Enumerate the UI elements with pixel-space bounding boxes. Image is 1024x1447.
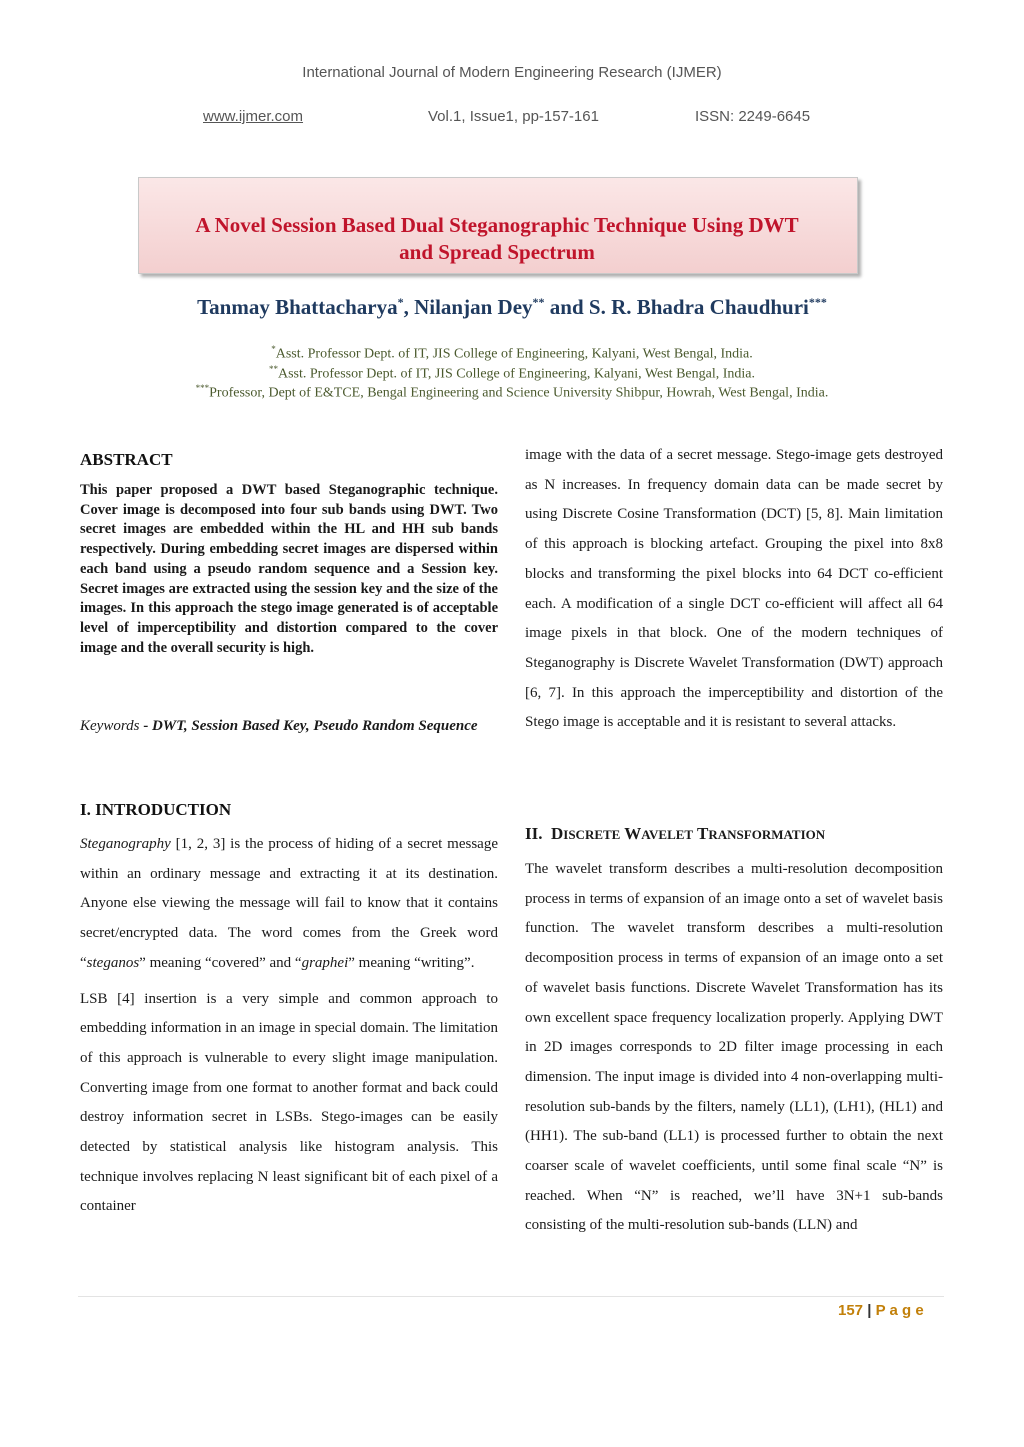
keywords-label: Keywords (80, 718, 140, 734)
author-separator: , (403, 295, 415, 319)
author-name: Nilanjan Dey (414, 295, 533, 319)
heading-rest: AVELET (641, 827, 694, 842)
abstract-text: This paper proposed a DWT based Steganographic technique. Cover image is decomposed into four sub bands using DWT. Two secret images are embedded within the HL and HH sub bands respectively. During embedding secret images are dispersed within each band using a pseudo random sequence and a Session key. Secret images are extracted using the session key and the size of the images. In this approach the stego image generated is of acceptable level of imperceptibility and distortion compared to the cover image and the overall security is high. (80, 482, 498, 656)
heading-cap: T (697, 824, 709, 843)
heading-cap: D (550, 824, 564, 843)
abstract-heading: ABSTRACT (80, 450, 173, 469)
author-mark: *** (808, 295, 827, 309)
intro-heading: I. INTRODUCTION (80, 800, 232, 819)
journal-name: International Journal of Modern Engineering Research (IJMER) (302, 64, 722, 81)
section-number: II. (525, 824, 543, 843)
heading-rest: RANSFORMATION (708, 827, 826, 842)
greek-word: graphei (301, 954, 349, 971)
text-run: [1, 2, 3] is the process of hiding of a secret message within an ordinary message and extracting it at its destination. Anyone else viewing the message will fail to know that it contains secret/encrypted data. The word comes from the Greek word “ (80, 836, 498, 971)
affiliation (0, 383, 1024, 402)
author-list (0, 295, 1024, 320)
affiliation-text: Asst. Professor Dept. of IT, JIS College of Engineering, Kalyani, West Bengal, India. (278, 366, 755, 382)
affiliation-mark: ** (269, 364, 278, 374)
keywords (80, 711, 498, 742)
text-run: ” meaning “covered” and “ (139, 954, 302, 971)
section2-body: The wavelet transform describes a multi-resolution decomposition process in terms of expansion of an image onto a set of wavelet basis function. The wavelet transform describes a multi-resolution decomposition process in terms of expansion of an image onto a set of wavelet basis functions. Discrete Wavelet Transformation has its own excellent space frequency localization properly. Applying DWT in 2D images corresponds to 2D filter image processing in each dimension. The input image is divided into 4 non-overlapping multi-resolution sub-bands by the filters, namely (LL1), (LH1), (HL1) and (HH1). The sub-band (LL1) is processed further to obtain the next coarser scale of wavelet coefficients, until some final scale “N” is reached. When “N” is reached, we’ll have 3N+1 sub-bands consisting of the multi-resolution sub-bands (LLN) and (525, 861, 943, 1234)
volume-info: Vol.1, Issue1, pp-157-161 (428, 108, 599, 125)
page-number-value: 157 (838, 1302, 864, 1319)
author-separator: and (544, 295, 589, 319)
paper-title (138, 212, 856, 266)
column2-paragraph-1: image with the data of a secret message. Stego-image gets destroyed as N increases. In frequency domain data can be made secret by using Discrete Cosine Transformation (DCT) [5, 8]. Main limitation of this approach is blocking artefact. Grouping the pixel into 8x8 blocks and transforming the pixel blocks into 64 DCT co-efficient each. A modification of a single DCT co-efficient will affect all 64 image pixels in that block. One of the modern techniques of Steganography is Discrete Wavelet Transformation (DWT) approach [6, 7]. In this approach the imperceptibility and distortion of the Stego image is acceptable and it is resistant to several attacks. (525, 447, 943, 731)
intro-paragraph-1 (80, 830, 498, 979)
section2-heading (525, 824, 943, 844)
author-mark: * (397, 295, 404, 309)
heading-cap: W (624, 824, 642, 843)
affiliation (0, 364, 1024, 383)
intro-paragraph-2: LSB [4] insertion is a very simple and common approach to embedding information in an image in special domain. The limitation of this approach is vulnerable to every slight image manipulation. Converting image from one format to another format and back could destroy information secret in LSBs. Stego-images can be easily detected by statistical analysis like histogram analysis. This technique involves replacing N least significant bit of each pixel of a container (80, 990, 498, 1215)
intro-body (80, 830, 498, 1222)
page-separator: | (863, 1302, 876, 1319)
keywords-separator: - (139, 718, 152, 734)
text-run: ” meaning “writing”. (348, 954, 475, 971)
title-line-1: A Novel Session Based Dual Steganographic Technique Using DWT (195, 213, 799, 237)
author-name: Tanmay Bhattacharya (197, 295, 398, 319)
author-name: S. R. Bhadra Chaudhuri (588, 295, 809, 319)
affiliation (0, 344, 1024, 363)
greek-word: steganos (86, 954, 140, 971)
affiliation-mark: *** (195, 383, 210, 393)
page-number (838, 1302, 924, 1319)
title-line-2: and Spread Spectrum (399, 240, 595, 264)
footer-divider (78, 1296, 944, 1297)
issn: ISSN: 2249-6645 (695, 108, 811, 125)
affiliation-text: Asst. Professor Dept. of IT, JIS College of Engineering, Kalyani, West Bengal, India. (275, 346, 753, 362)
author-mark: ** (532, 295, 545, 309)
term: Steganography (80, 836, 171, 852)
journal-website-link[interactable]: www.ijmer.com (203, 108, 304, 125)
page-label: P a g e (875, 1302, 924, 1319)
affiliation-text: Professor, Dept of E&TCE, Bengal Engineering and Science University Shibpur, Howrah, West Bengal, India. (209, 385, 829, 401)
affiliation-mark: * (271, 344, 276, 354)
keywords-list: DWT, Session Based Key, Pseudo Random Sequence (151, 718, 478, 734)
heading-rest: ISCRETE (563, 827, 621, 842)
